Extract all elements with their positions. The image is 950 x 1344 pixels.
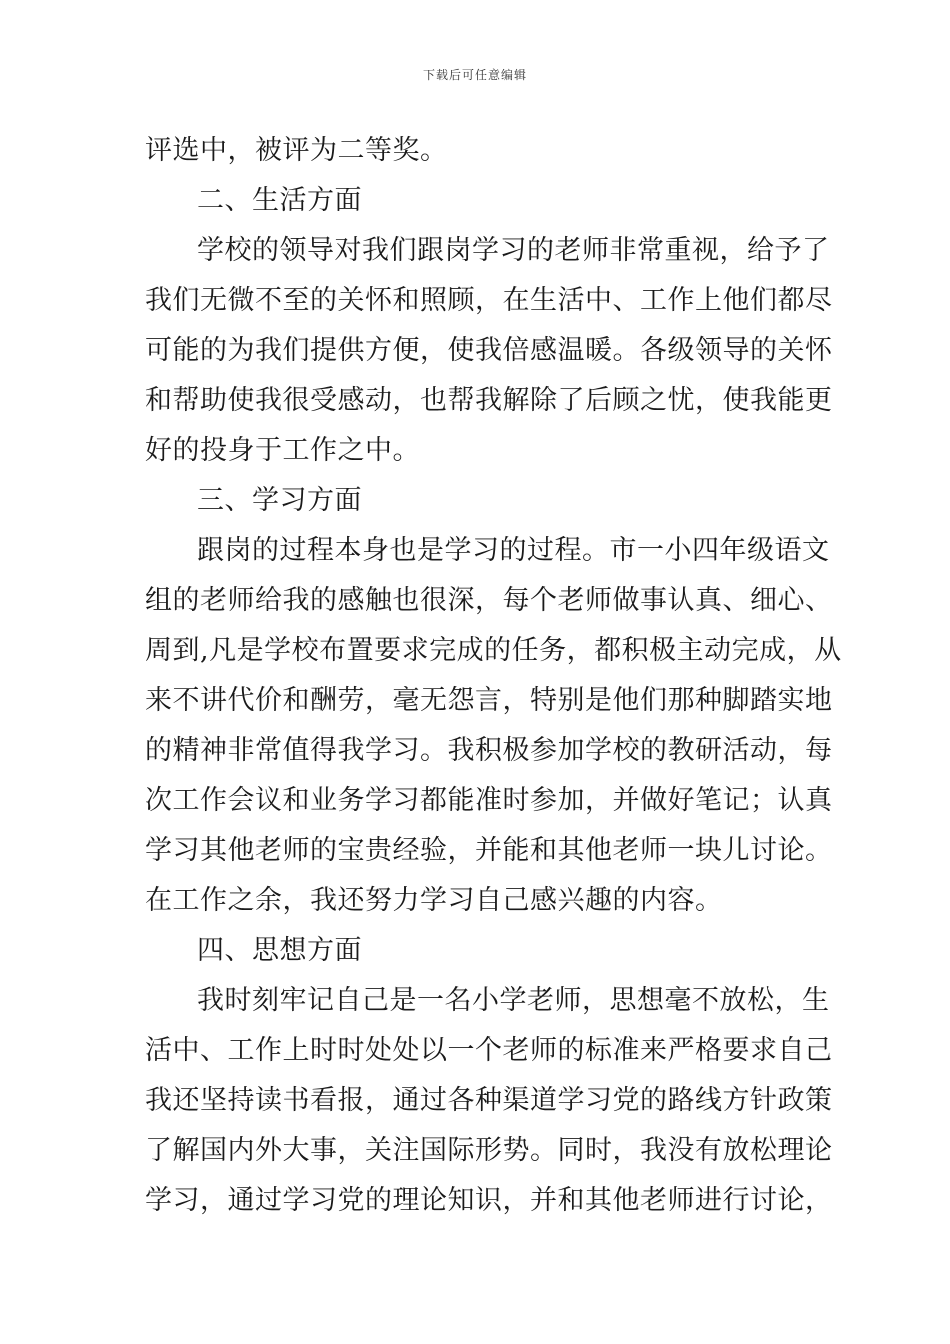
paragraph-line: 我时刻牢记自己是一名小学老师，思想毫不放松，生 bbox=[197, 985, 830, 1016]
text-line: 学习，通过学习党的理论知识，并和其他老师进行讨论， bbox=[145, 1185, 833, 1216]
section-heading-study: 三、学习方面 bbox=[197, 485, 362, 516]
text-line: 了解国内外大事，关注国际形势。同时，我没有放松理论 bbox=[145, 1135, 833, 1166]
text-line: 好的投身于工作之中。 bbox=[145, 435, 420, 466]
text-line: 和帮助使我很受感动，也帮我解除了后顾之忧，使我能更 bbox=[145, 385, 833, 416]
paragraph-line: 跟岗的过程本身也是学习的过程。市一小四年级语文 bbox=[197, 535, 830, 566]
document-body bbox=[145, 126, 842, 1226]
text-line: 组的老师给我的感触也很深，每个老师做事认真、细心、 bbox=[145, 585, 833, 616]
text-line: 可能的为我们提供方便，使我倍感温暖。各级领导的关怀 bbox=[145, 335, 833, 366]
text-line: 我还坚持读书看报，通过各种渠道学习党的路线方针政策 bbox=[145, 1085, 833, 1116]
text-line: 的精神非常值得我学习。我积极参加学校的教研活动，每 bbox=[145, 735, 833, 766]
section-heading-life: 二、生活方面 bbox=[197, 185, 362, 216]
text-line: 在工作之余，我还努力学习自己感兴趣的内容。 bbox=[145, 885, 723, 916]
text-line: 周到,凡是学校布置要求完成的任务，都积极主动完成，从 bbox=[145, 635, 842, 666]
text-line: 我们无微不至的关怀和照顾，在生活中、工作上他们都尽 bbox=[145, 285, 833, 316]
text-line: 学习其他老师的宝贵经验，并能和其他老师一块儿讨论。 bbox=[145, 835, 833, 866]
paragraph-line: 学校的领导对我们跟岗学习的老师非常重视，给予了 bbox=[197, 235, 830, 266]
text-line: 次工作会议和业务学习都能准时参加，并做好笔记；认真 bbox=[145, 785, 833, 816]
text-line: 来不讲代价和酬劳，毫无怨言，特别是他们那种脚踏实地 bbox=[145, 685, 833, 716]
text-line: 评选中，被评为二等奖。 bbox=[145, 135, 448, 166]
text-line: 活中、工作上时时处处以一个老师的标准来严格要求自己 bbox=[145, 1035, 833, 1066]
section-heading-thought: 四、思想方面 bbox=[197, 935, 362, 966]
page-header: 下载后可任意编辑 bbox=[422, 68, 527, 82]
